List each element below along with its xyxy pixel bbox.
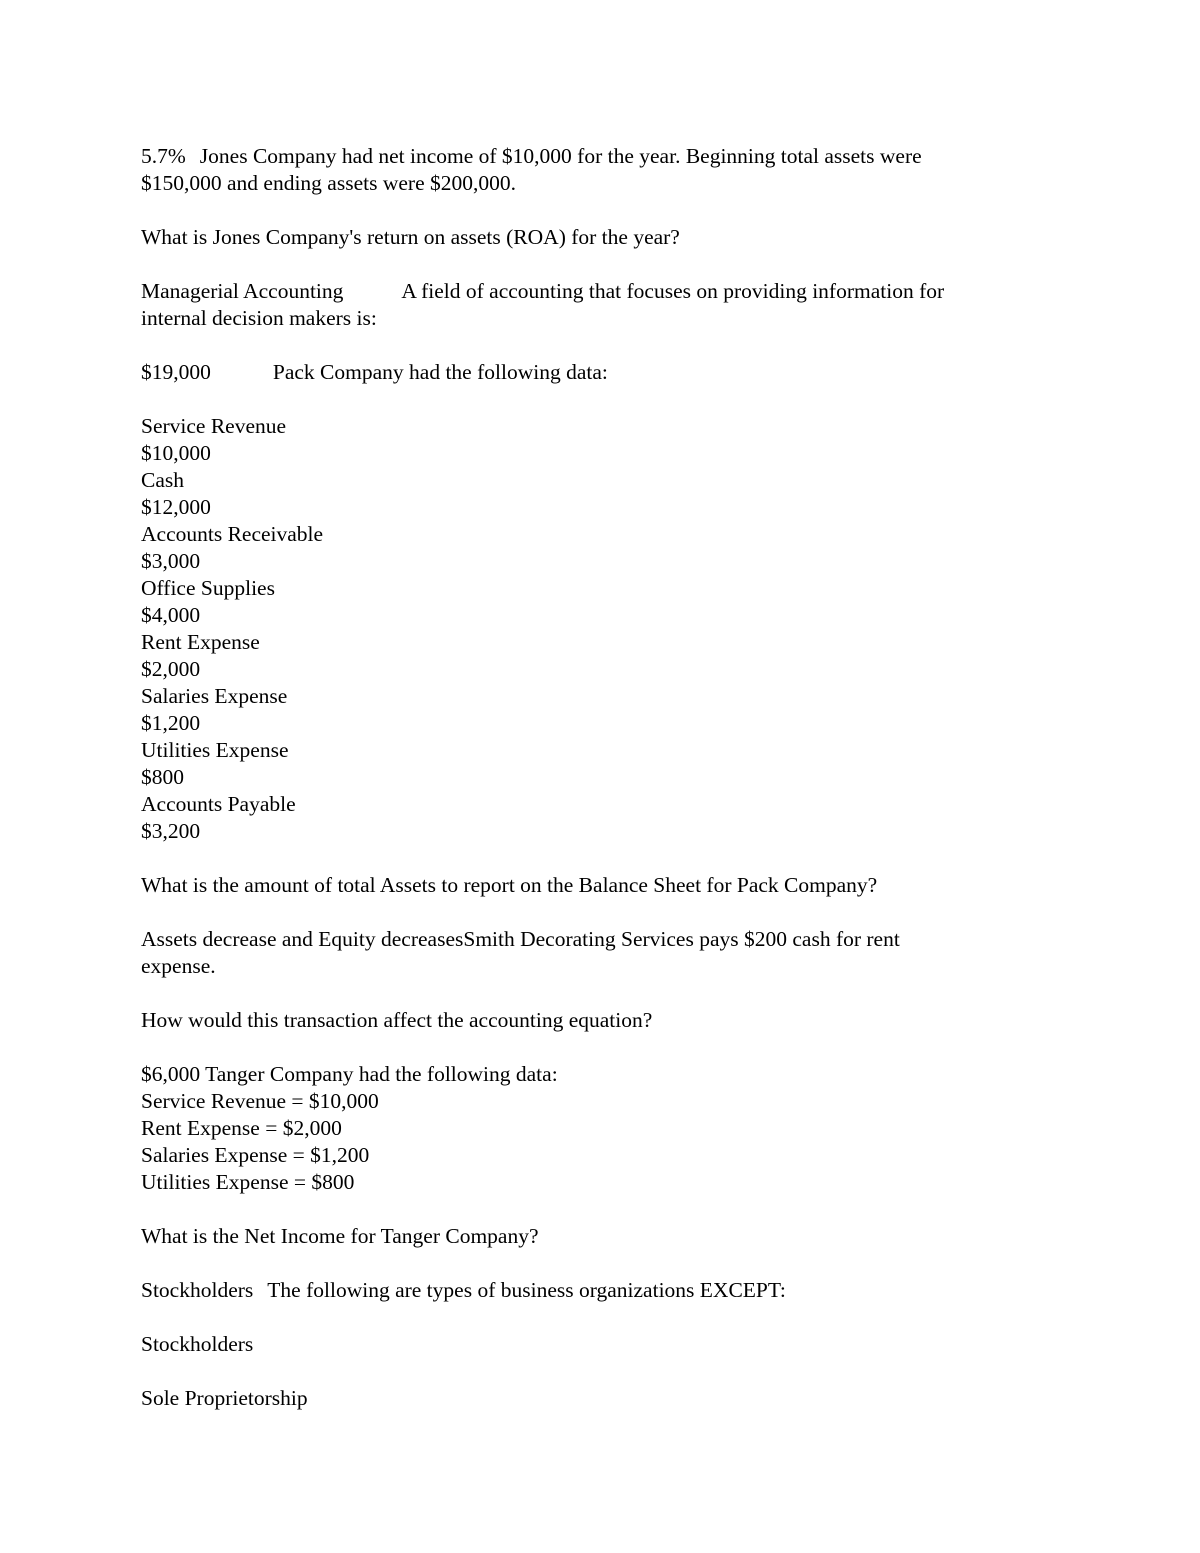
q1-text-line1: Jones Company had net income of $10,000 for the year. Beginning total assets were	[199, 144, 922, 168]
q4-paragraph	[141, 926, 1041, 980]
q2-paragraph	[141, 278, 1041, 332]
q3-answer: $19,000	[141, 360, 211, 384]
q3-item-value: $4,000	[141, 603, 201, 627]
q5-line: Service Revenue = $10,000	[141, 1089, 379, 1113]
q5-line: Salaries Expense = $1,200	[141, 1143, 370, 1167]
q3-text: Pack Company had the following data:	[272, 360, 608, 384]
q1-text-line2: $150,000 and ending assets were $200,000.	[141, 171, 516, 195]
q3-item-label: Cash	[141, 468, 184, 492]
q4-text-line2: expense.	[141, 954, 216, 978]
q3-item-value: $12,000	[141, 495, 211, 519]
q3-item-label: Salaries Expense	[141, 684, 288, 708]
q5-paragraph	[141, 1061, 1041, 1196]
q5-line: Rent Expense = $2,000	[141, 1116, 342, 1140]
q5-question: What is the Net Income for Tanger Company?	[141, 1224, 539, 1248]
q6-option: Sole Proprietorship	[141, 1386, 308, 1410]
q3-item-label: Service Revenue	[141, 414, 287, 438]
q3-item-value: $10,000	[141, 441, 211, 465]
q1-answer: 5.7%	[141, 144, 186, 168]
q2-answer: Managerial Accounting	[141, 279, 344, 303]
q2-text-line1: A field of accounting that focuses on providing information for	[401, 279, 945, 303]
q3-item-value: $1,200	[141, 711, 201, 735]
q3-question: What is the amount of total Assets to report on the Balance Sheet for Pack Company?	[141, 873, 878, 897]
q6-option: Stockholders	[141, 1332, 254, 1356]
q3-header	[141, 359, 1041, 386]
q3-item-label: Rent Expense	[141, 630, 260, 654]
document-page	[141, 143, 1041, 1439]
q3-data-list	[141, 413, 1041, 845]
q3-item-label: Accounts Payable	[141, 792, 296, 816]
q6-text: The following are types of business organizations EXCEPT:	[267, 1278, 786, 1302]
q3-item-value: $3,200	[141, 819, 201, 843]
q4-question: How would this transaction affect the accounting equation?	[141, 1008, 653, 1032]
q5-line: Utilities Expense = $800	[141, 1170, 355, 1194]
q3-item-value: $2,000	[141, 657, 201, 681]
q3-item-value: $3,000	[141, 549, 201, 573]
q1-paragraph	[141, 143, 1041, 197]
q3-item-label: Utilities Expense	[141, 738, 289, 762]
q3-item-value: $800	[141, 765, 184, 789]
q2-text-line2: internal decision makers is:	[141, 306, 377, 330]
q3-item-label: Office Supplies	[141, 576, 275, 600]
q1-question: What is Jones Company's return on assets (ROA) for the year?	[141, 225, 680, 249]
q6-answer: Stockholders	[141, 1278, 254, 1302]
q6-header	[141, 1277, 1041, 1304]
q5-header: $6,000 Tanger Company had the following data:	[141, 1062, 558, 1086]
q3-item-label: Accounts Receivable	[141, 522, 324, 546]
q4-text-line1: Assets decrease and Equity decreasesSmith Decorating Services pays $200 cash for rent	[141, 927, 900, 951]
